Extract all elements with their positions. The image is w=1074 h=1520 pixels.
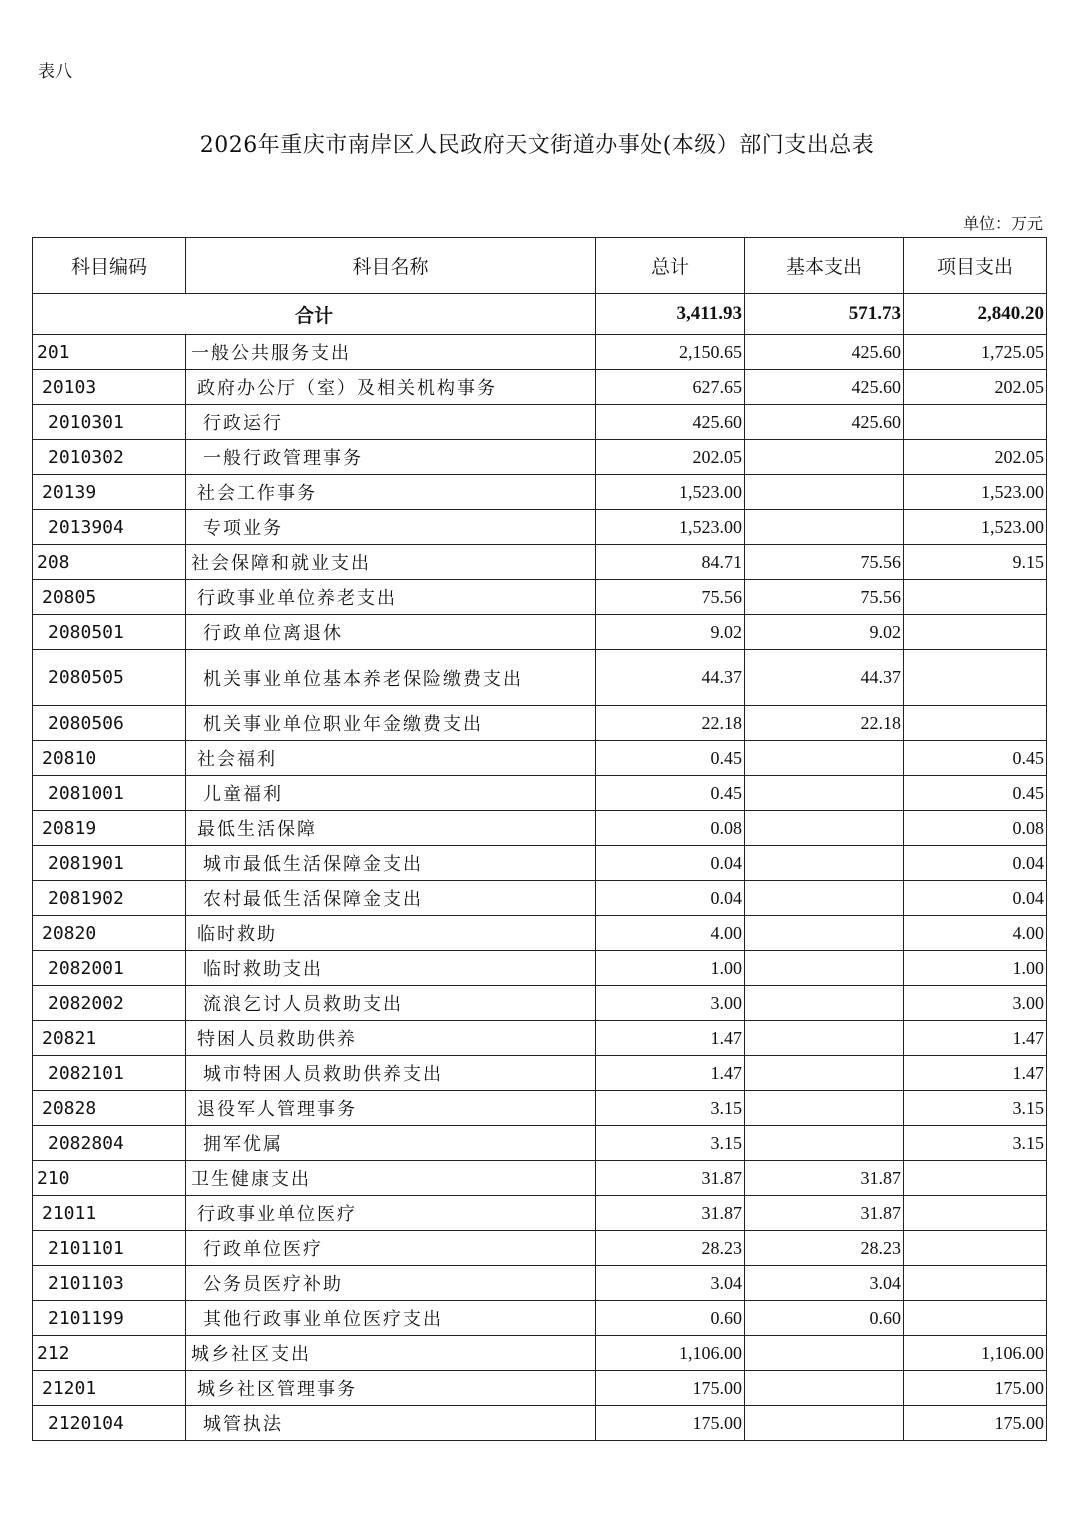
cell-code: 2013904 (33, 510, 186, 545)
cell-total: 0.45 (596, 776, 745, 811)
table-row (33, 1161, 1047, 1196)
cell-code: 2082001 (33, 951, 186, 986)
cell-name: 拥军优属 (186, 1126, 596, 1161)
cell-project (904, 580, 1047, 615)
table-row (33, 475, 1047, 510)
cell-total: 0.04 (596, 881, 745, 916)
header-basic: 基本支出 (745, 238, 904, 294)
table-row (33, 706, 1047, 741)
cell-total: 1,523.00 (596, 510, 745, 545)
table-row (33, 1301, 1047, 1336)
table-row (33, 1196, 1047, 1231)
cell-basic (745, 811, 904, 846)
cell-project (904, 1231, 1047, 1266)
table-row (33, 1371, 1047, 1406)
cell-basic: 75.56 (745, 545, 904, 580)
table-row (33, 1091, 1047, 1126)
cell-code: 2101199 (33, 1301, 186, 1336)
cell-project (904, 650, 1047, 706)
cell-name: 城乡社区支出 (186, 1336, 596, 1371)
header-name: 科目名称 (186, 238, 596, 294)
cell-name: 临时救助 (186, 916, 596, 951)
cell-total: 75.56 (596, 580, 745, 615)
cell-name: 临时救助支出 (186, 951, 596, 986)
table-row (33, 776, 1047, 811)
cell-name: 农村最低生活保障金支出 (186, 881, 596, 916)
cell-total: 3.15 (596, 1091, 745, 1126)
cell-basic (745, 510, 904, 545)
total-label: 合计 (33, 294, 596, 335)
cell-code: 20828 (33, 1091, 186, 1126)
cell-basic: 31.87 (745, 1196, 904, 1231)
cell-project: 0.08 (904, 811, 1047, 846)
cell-total: 9.02 (596, 615, 745, 650)
table-row (33, 1406, 1047, 1441)
cell-project: 202.05 (904, 370, 1047, 405)
cell-total: 3.15 (596, 1126, 745, 1161)
cell-name: 退役军人管理事务 (186, 1091, 596, 1126)
cell-code: 20819 (33, 811, 186, 846)
cell-basic: 28.23 (745, 1231, 904, 1266)
cell-code: 20103 (33, 370, 186, 405)
cell-code: 2080505 (33, 650, 186, 706)
cell-basic (745, 440, 904, 475)
cell-project: 1,106.00 (904, 1336, 1047, 1371)
cell-total: 1,523.00 (596, 475, 745, 510)
total-basic: 571.73 (745, 294, 904, 335)
cell-name: 社会福利 (186, 741, 596, 776)
cell-total: 0.45 (596, 741, 745, 776)
cell-name: 城管执法 (186, 1406, 596, 1441)
cell-name: 社会保障和就业支出 (186, 545, 596, 580)
table-row (33, 510, 1047, 545)
table-row (33, 1336, 1047, 1371)
cell-basic: 425.60 (745, 370, 904, 405)
cell-name: 城市最低生活保障金支出 (186, 846, 596, 881)
cell-total: 0.04 (596, 846, 745, 881)
cell-project (904, 1196, 1047, 1231)
cell-basic (745, 1336, 904, 1371)
cell-total: 175.00 (596, 1371, 745, 1406)
table-row (33, 1021, 1047, 1056)
cell-basic (745, 986, 904, 1021)
table-row (33, 545, 1047, 580)
cell-code: 2082101 (33, 1056, 186, 1091)
cell-basic: 44.37 (745, 650, 904, 706)
table-row (33, 440, 1047, 475)
cell-basic: 31.87 (745, 1161, 904, 1196)
cell-name: 最低生活保障 (186, 811, 596, 846)
cell-name: 行政单位离退休 (186, 615, 596, 650)
cell-total: 22.18 (596, 706, 745, 741)
table-row (33, 580, 1047, 615)
cell-code: 21011 (33, 1196, 186, 1231)
cell-total: 202.05 (596, 440, 745, 475)
cell-project (904, 1301, 1047, 1336)
cell-basic (745, 951, 904, 986)
cell-total: 4.00 (596, 916, 745, 951)
cell-name: 一般公共服务支出 (186, 335, 596, 370)
cell-project: 175.00 (904, 1406, 1047, 1441)
cell-total: 627.65 (596, 370, 745, 405)
cell-name: 社会工作事务 (186, 475, 596, 510)
cell-project: 3.15 (904, 1091, 1047, 1126)
cell-name: 特困人员救助供养 (186, 1021, 596, 1056)
cell-basic (745, 1371, 904, 1406)
cell-project: 1,523.00 (904, 475, 1047, 510)
cell-total: 31.87 (596, 1161, 745, 1196)
cell-code: 2081902 (33, 881, 186, 916)
table-row (33, 615, 1047, 650)
cell-name: 政府办公厅（室）及相关机构事务 (186, 370, 596, 405)
cell-project: 175.00 (904, 1371, 1047, 1406)
cell-name: 行政运行 (186, 405, 596, 440)
cell-name: 公务员医疗补助 (186, 1266, 596, 1301)
table-row (33, 986, 1047, 1021)
cell-code: 2081901 (33, 846, 186, 881)
cell-code: 2101101 (33, 1231, 186, 1266)
table-row (33, 1056, 1047, 1091)
cell-project (904, 1266, 1047, 1301)
table-row (33, 1231, 1047, 1266)
cell-name: 机关事业单位职业年金缴费支出 (186, 706, 596, 741)
cell-code: 210 (33, 1161, 186, 1196)
table-row (33, 370, 1047, 405)
cell-code: 20821 (33, 1021, 186, 1056)
cell-basic (745, 846, 904, 881)
cell-basic (745, 741, 904, 776)
cell-total: 3.00 (596, 986, 745, 1021)
table-row (33, 1266, 1047, 1301)
cell-name: 流浪乞讨人员救助支出 (186, 986, 596, 1021)
cell-project (904, 706, 1047, 741)
cell-project: 3.00 (904, 986, 1047, 1021)
cell-project: 4.00 (904, 916, 1047, 951)
cell-total: 1.47 (596, 1021, 745, 1056)
cell-code: 20820 (33, 916, 186, 951)
cell-code: 2010301 (33, 405, 186, 440)
header-project: 项目支出 (904, 238, 1047, 294)
cell-total: 425.60 (596, 405, 745, 440)
cell-total: 28.23 (596, 1231, 745, 1266)
cell-code: 201 (33, 335, 186, 370)
cell-project (904, 405, 1047, 440)
cell-basic (745, 1126, 904, 1161)
cell-basic: 75.56 (745, 580, 904, 615)
cell-code: 21201 (33, 1371, 186, 1406)
cell-total: 31.87 (596, 1196, 745, 1231)
cell-name: 卫生健康支出 (186, 1161, 596, 1196)
table-row (33, 1126, 1047, 1161)
cell-code: 208 (33, 545, 186, 580)
table-row (33, 405, 1047, 440)
total-amount: 3,411.93 (596, 294, 745, 335)
total-project: 2,840.20 (904, 294, 1047, 335)
cell-code: 2081001 (33, 776, 186, 811)
table-row (33, 846, 1047, 881)
cell-project: 202.05 (904, 440, 1047, 475)
cell-total: 84.71 (596, 545, 745, 580)
table-row (33, 335, 1047, 370)
cell-name: 专项业务 (186, 510, 596, 545)
cell-basic (745, 776, 904, 811)
cell-basic: 425.60 (745, 335, 904, 370)
table-row (33, 881, 1047, 916)
header-code: 科目编码 (33, 238, 186, 294)
cell-code: 212 (33, 1336, 186, 1371)
cell-total: 2,150.65 (596, 335, 745, 370)
cell-basic (745, 1021, 904, 1056)
table-row (33, 951, 1047, 986)
cell-total: 1.47 (596, 1056, 745, 1091)
cell-basic (745, 1056, 904, 1091)
cell-basic: 425.60 (745, 405, 904, 440)
unit-label: 单位：万元 (962, 214, 1043, 233)
cell-name: 一般行政管理事务 (186, 440, 596, 475)
cell-basic (745, 916, 904, 951)
cell-basic (745, 1406, 904, 1441)
table-row (33, 741, 1047, 776)
cell-basic: 22.18 (745, 706, 904, 741)
cell-basic: 0.60 (745, 1301, 904, 1336)
table-row (33, 811, 1047, 846)
cell-project (904, 1161, 1047, 1196)
header-total: 总计 (596, 238, 745, 294)
cell-basic (745, 881, 904, 916)
cell-total: 1,106.00 (596, 1336, 745, 1371)
cell-project: 1,523.00 (904, 510, 1047, 545)
cell-name: 城市特困人员救助供养支出 (186, 1056, 596, 1091)
cell-code: 2082002 (33, 986, 186, 1021)
cell-total: 1.00 (596, 951, 745, 986)
expenditure-table (32, 237, 1047, 1441)
cell-project: 1.47 (904, 1056, 1047, 1091)
cell-name: 城乡社区管理事务 (186, 1371, 596, 1406)
table-row (33, 916, 1047, 951)
header-row (33, 238, 1047, 294)
cell-code: 2082804 (33, 1126, 186, 1161)
cell-project (904, 615, 1047, 650)
cell-name: 其他行政事业单位医疗支出 (186, 1301, 596, 1336)
cell-total: 0.08 (596, 811, 745, 846)
cell-basic: 9.02 (745, 615, 904, 650)
cell-code: 20810 (33, 741, 186, 776)
cell-code: 2080506 (33, 706, 186, 741)
cell-total: 44.37 (596, 650, 745, 706)
cell-project: 0.45 (904, 776, 1047, 811)
cell-project: 1.47 (904, 1021, 1047, 1056)
cell-name: 儿童福利 (186, 776, 596, 811)
cell-project: 9.15 (904, 545, 1047, 580)
cell-project: 0.04 (904, 881, 1047, 916)
cell-total: 175.00 (596, 1406, 745, 1441)
cell-basic (745, 475, 904, 510)
cell-name: 行政事业单位医疗 (186, 1196, 596, 1231)
cell-project: 1.00 (904, 951, 1047, 986)
page-title: 2026年重庆市南岸区人民政府天文街道办事处(本级）部门支出总表 (199, 133, 875, 158)
cell-project: 3.15 (904, 1126, 1047, 1161)
cell-basic (745, 1091, 904, 1126)
cell-name: 行政单位医疗 (186, 1231, 596, 1266)
cell-name: 行政事业单位养老支出 (186, 580, 596, 615)
cell-project: 1,725.05 (904, 335, 1047, 370)
cell-total: 0.60 (596, 1301, 745, 1336)
cell-name: 机关事业单位基本养老保险缴费支出 (186, 650, 596, 706)
cell-code: 20139 (33, 475, 186, 510)
cell-basic: 3.04 (745, 1266, 904, 1301)
table-number-label: 表八 (38, 62, 72, 82)
cell-code: 2120104 (33, 1406, 186, 1441)
table-row (33, 650, 1047, 706)
total-row (33, 294, 1047, 335)
cell-code: 2080501 (33, 615, 186, 650)
cell-code: 2010302 (33, 440, 186, 475)
cell-code: 20805 (33, 580, 186, 615)
cell-project: 0.04 (904, 846, 1047, 881)
cell-code: 2101103 (33, 1266, 186, 1301)
cell-project: 0.45 (904, 741, 1047, 776)
cell-total: 3.04 (596, 1266, 745, 1301)
